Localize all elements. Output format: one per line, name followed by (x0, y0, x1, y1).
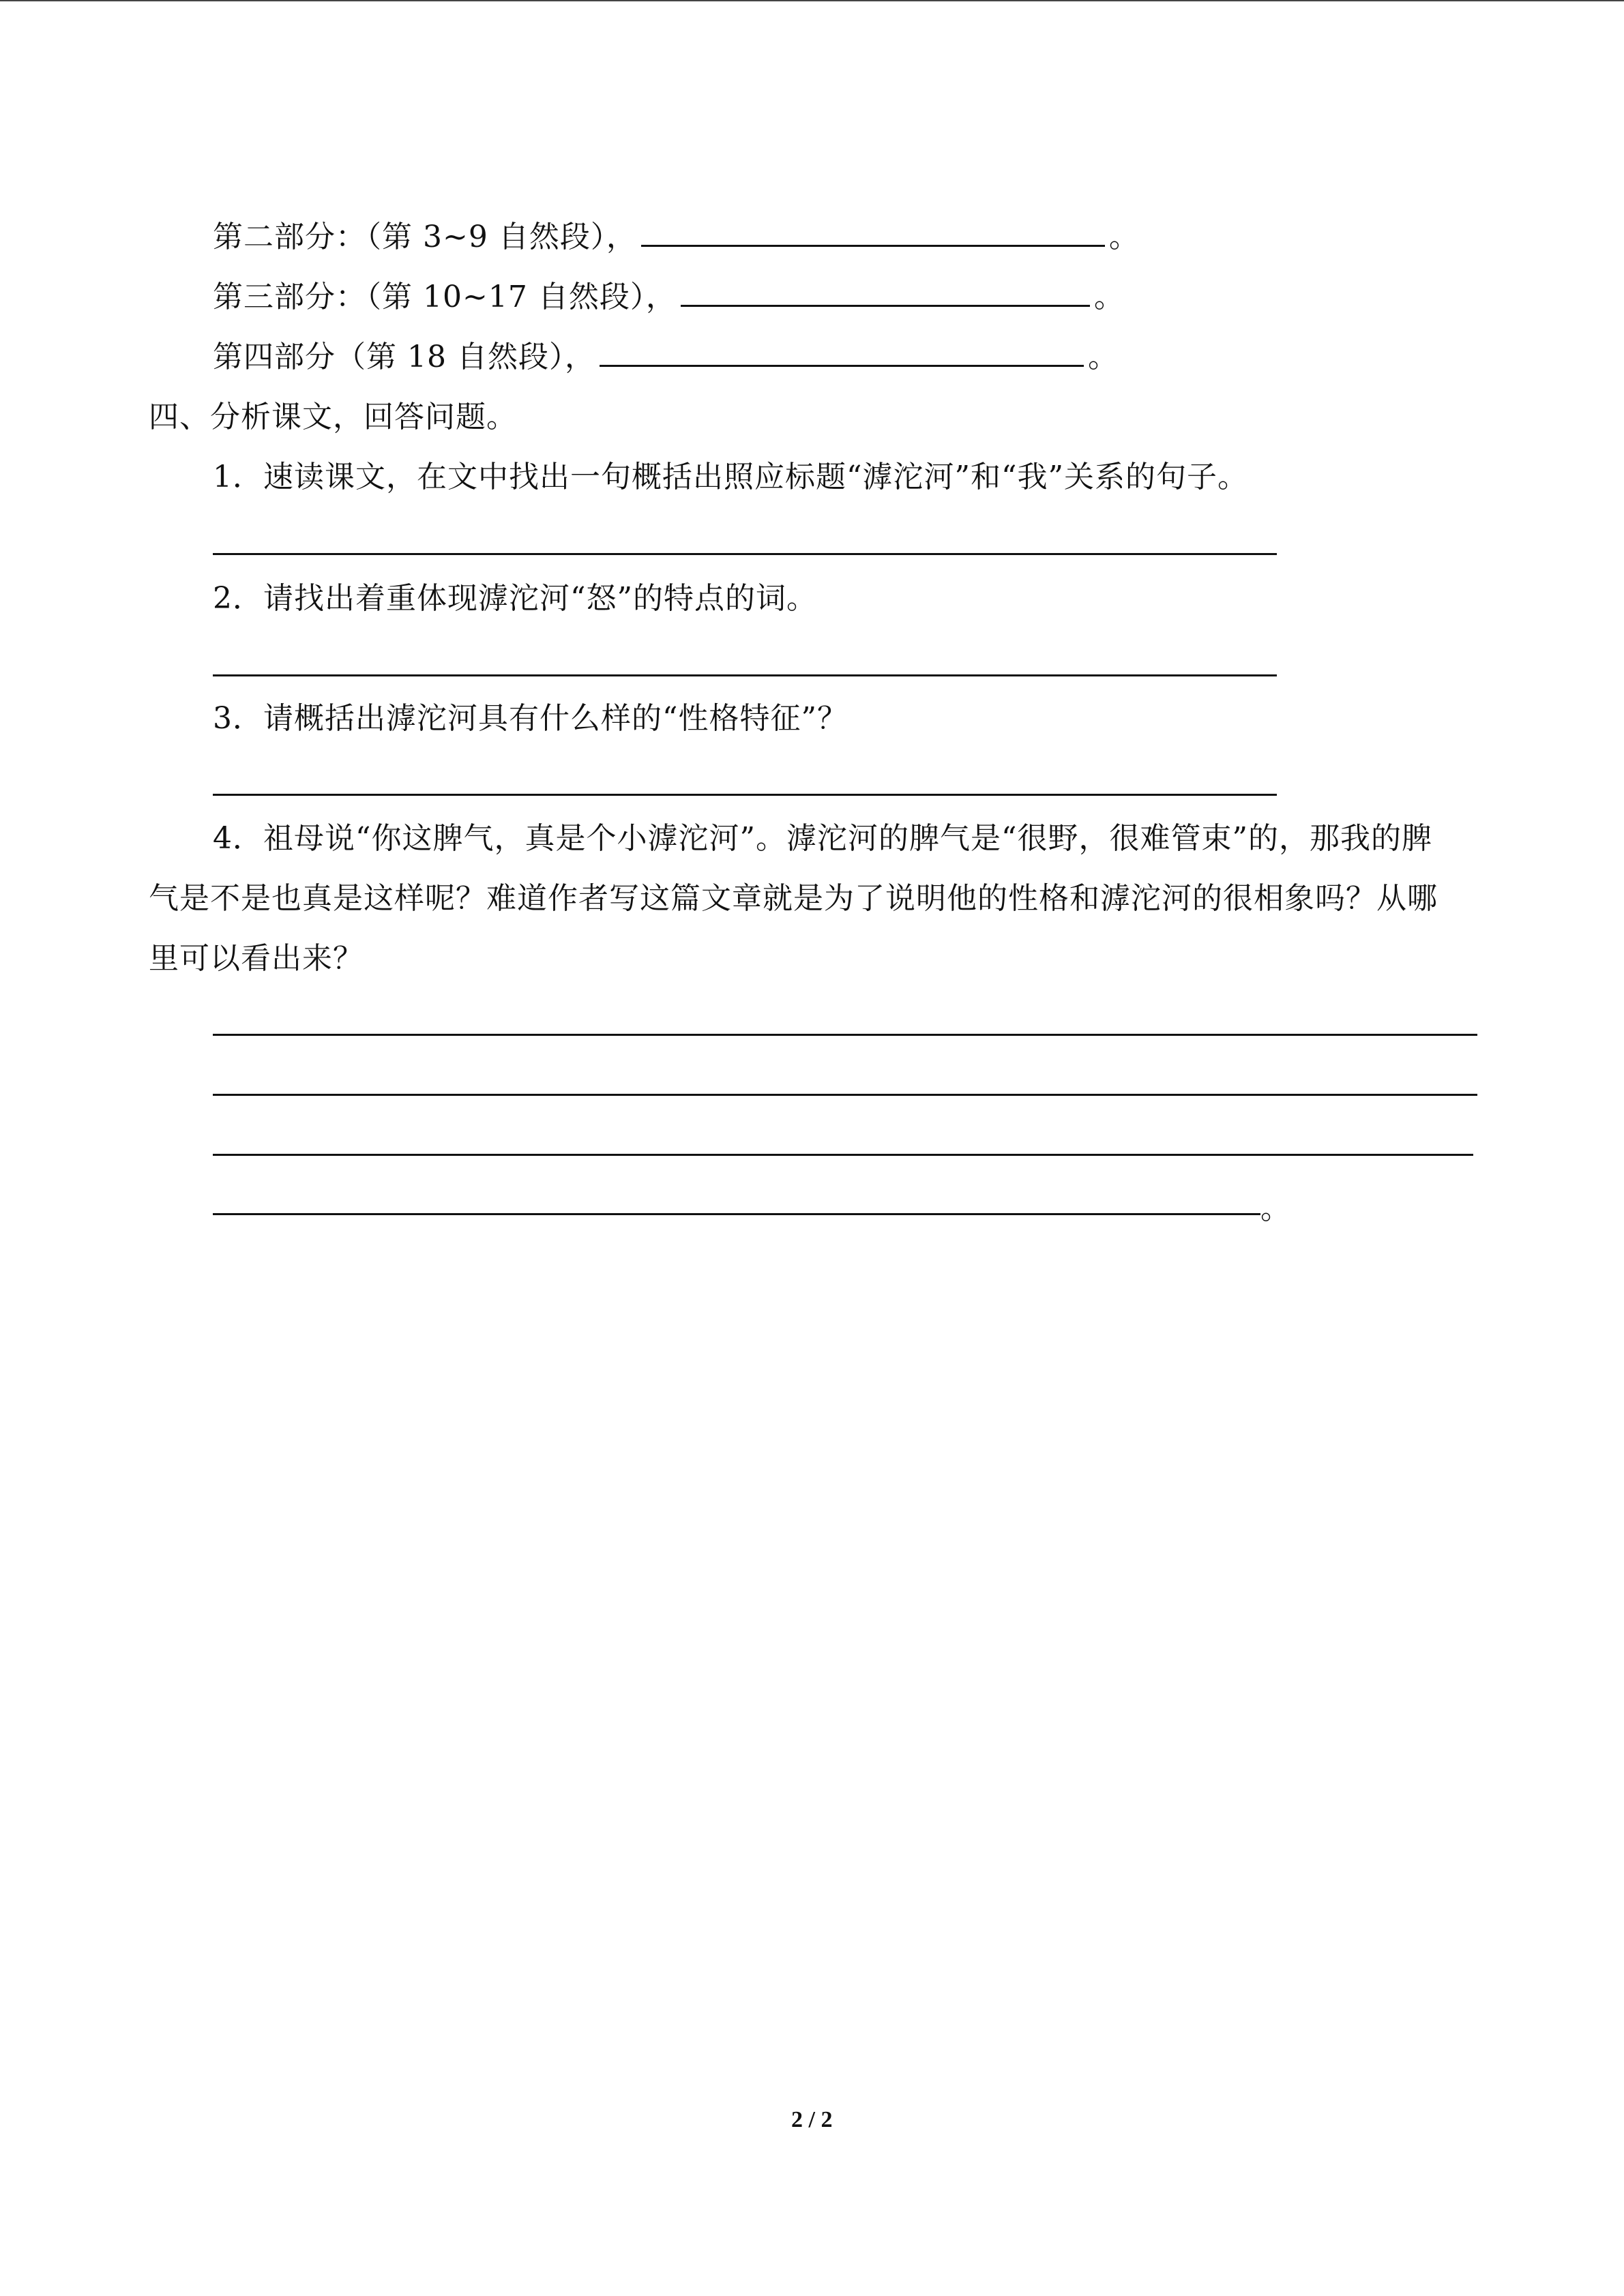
answer-line-q4-1[interactable] (213, 1034, 1477, 1036)
part-four-line (213, 337, 1119, 378)
part-two-line (213, 217, 1140, 258)
part-two-blank[interactable] (641, 218, 1105, 247)
answer-end-mark: 。 (1260, 1191, 1290, 1226)
answer-line-q1[interactable] (213, 553, 1277, 555)
answer-line-q3[interactable] (213, 794, 1277, 796)
part-two-end: 。 (1108, 220, 1140, 254)
answer-line-q4-3[interactable] (213, 1154, 1473, 1156)
part-three-blank[interactable] (681, 278, 1090, 307)
part-three-end: 。 (1093, 280, 1125, 314)
question-1: 1．速读课文，在文中找出一句概括出照应标题“滹沱河”和“我”关系的句子。 (213, 460, 1248, 494)
part-four-label: 第四部分（第 18 自然段）， (213, 340, 595, 374)
answer-line-q4-4[interactable] (213, 1213, 1260, 1215)
answer-line-q4-2[interactable] (213, 1094, 1477, 1096)
part-three-line (213, 277, 1125, 318)
section-four-heading: 四、分析课文，回答问题。 (149, 400, 517, 434)
question-4: 4．祖母说“你这脾气，真是个小滹沱河”。滹沱河的脾气是“很野，很难管束”的，那我的脾气是不是也真是这样呢？难道作者写这篇文章就是为了说明他的性格和滹沱河的很相象吗？从哪里可以看出来？ (149, 821, 1438, 976)
part-four-blank[interactable] (600, 338, 1084, 367)
question-2: 2．请找出着重体现滹沱河“怒”的特点的词。 (213, 581, 817, 616)
question-3: 3．请概括出滹沱河具有什么样的“性格特征”？ (213, 701, 848, 736)
answer-line-q2[interactable] (213, 674, 1277, 676)
part-two-label: 第二部分：（第 3~9 自然段）， (213, 220, 637, 254)
page-number: 2 / 2 (791, 2107, 833, 2132)
part-three-label: 第三部分：（第 10~17 自然段）， (213, 280, 677, 314)
part-four-end: 。 (1087, 340, 1119, 374)
